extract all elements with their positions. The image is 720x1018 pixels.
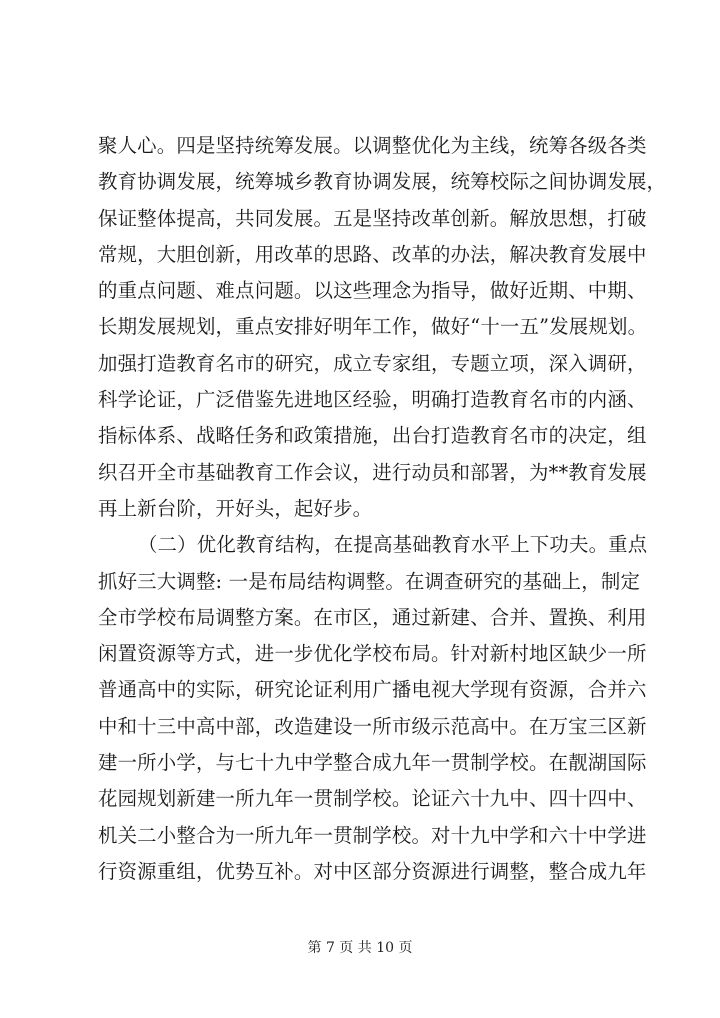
text-line: 中和十三中高中部，改造建设一所市级示范高中。在万宝三区新 xyxy=(98,714,647,738)
body-text xyxy=(98,128,667,890)
section-heading-line: （二）优化教育结构，在提高基础教育水平上下功夫。重点 xyxy=(138,533,648,557)
text-line: 花园规划新建一所九年一贯制学校。论证六十九中、四十四中、 xyxy=(98,787,647,811)
text-line: 保证整体提高，共同发展。五是坚持改革创新。解放思想，打破 xyxy=(98,206,647,230)
text-line: 指标体系、战略任务和政策措施，出台打造教育名市的决定，组 xyxy=(98,424,647,448)
text-line: 织召开全市基础教育工作会议，进行动员和部署，为**教育发展 xyxy=(98,460,647,484)
text-line: 行资源重组，优势互补。对中区部分资源进行调整，整合成九年 xyxy=(98,859,647,883)
text-line: 科学论证，广泛借鉴先进地区经验，明确打造教育名市的内涵、 xyxy=(98,388,647,412)
paragraph-end-line: 再上新台阶，开好头，起好步。 xyxy=(98,496,373,520)
text-line: 教育协调发展，统筹城乡教育协调发展，统筹校际之间协调发展， xyxy=(98,170,667,194)
text-line: 全市学校布局调整方案。在市区，通过新建、合并、置换、利用 xyxy=(98,605,647,629)
text-line: 加强打造教育名市的研究，成立专家组，专题立项，深入调研， xyxy=(98,351,647,375)
text-line: 长期发展规划，重点安排好明年工作，做好“十一五”发展规划。 xyxy=(98,315,648,339)
text-line: 常规，大胆创新，用改革的思路、改革的办法，解决教育发展中 xyxy=(98,242,647,266)
page-footer: 第 7 页 共 10 页 xyxy=(307,940,413,956)
text-line: 的重点问题、难点问题。以这些理念为指导，做好近期、中期、 xyxy=(98,279,647,303)
text-line: 普通高中的实际，研究论证利用广播电视大学现有资源，合并六 xyxy=(98,678,647,702)
text-line: 建一所小学，与七十九中学整合成九年一贯制学校。在靓湖国际 xyxy=(98,751,647,775)
text-line: 抓好三大调整: 一是布局结构调整。在调查研究的基础上，制定 xyxy=(98,569,641,593)
text-line: 机关二小整合为一所九年一贯制学校。对十九中学和六十中学进 xyxy=(98,823,647,847)
text-line: 闲置资源等方式，进一步优化学校布局。针对新村地区缺少一所 xyxy=(98,642,647,666)
text-line: 聚人心。四是坚持统筹发展。以调整优化为主线，统筹各级各类 xyxy=(98,134,647,157)
